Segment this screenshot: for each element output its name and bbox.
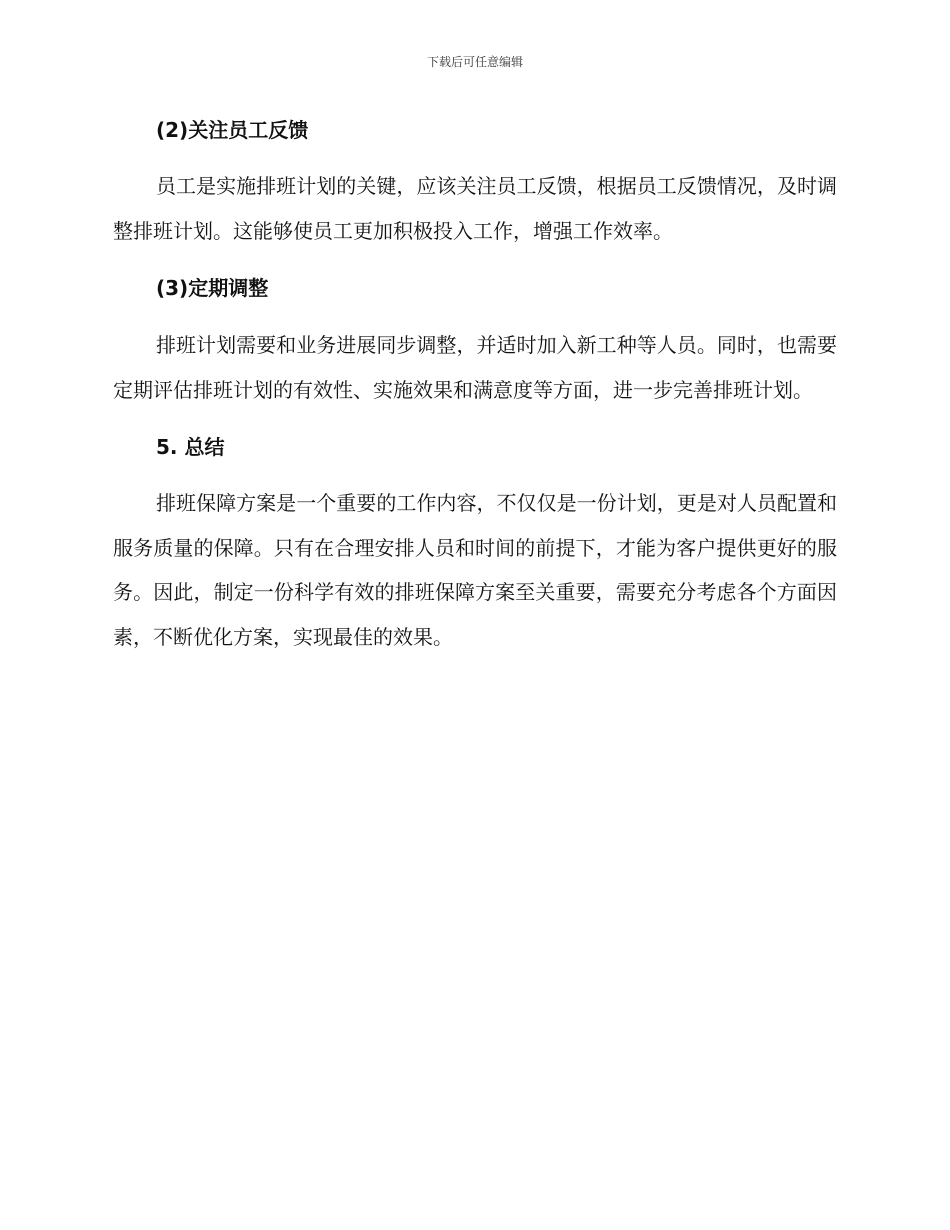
section-paragraph-employee-feedback: 员工是实施排班计划的关键，应该关注员工反馈，根据员工反馈情况，及时调整排班计划。这能够使员工更加积极投入工作，增强工作效率。	[113, 174, 837, 243]
section-paragraph-summary: 排班保障方案是一个重要的工作内容，不仅仅是一份计划，更是对人员配置和服务质量的保障。只有在合理安排人员和时间的前提下，才能为客户提供更好的服务。因此，制定一份科学有效的排班保障方案至关重要，需要充分考虑各个方面因素，不断优化方案，实现最佳的效果。	[113, 491, 837, 649]
document-body	[113, 108, 837, 659]
section-heading-periodic-adjustment: (3)定期调整	[156, 276, 269, 300]
page-header: 下载后可任意编辑	[426, 55, 523, 69]
section-heading-employee-feedback: (2)关注员工反馈	[156, 118, 309, 142]
section-heading-summary: 5. 总结	[156, 435, 225, 459]
section-paragraph-periodic-adjustment: 排班计划需要和业务进展同步调整，并适时加入新工种等人员。同时，也需要定期评估排班计划的有效性、实施效果和满意度等方面，进一步完善排班计划。	[113, 333, 837, 402]
